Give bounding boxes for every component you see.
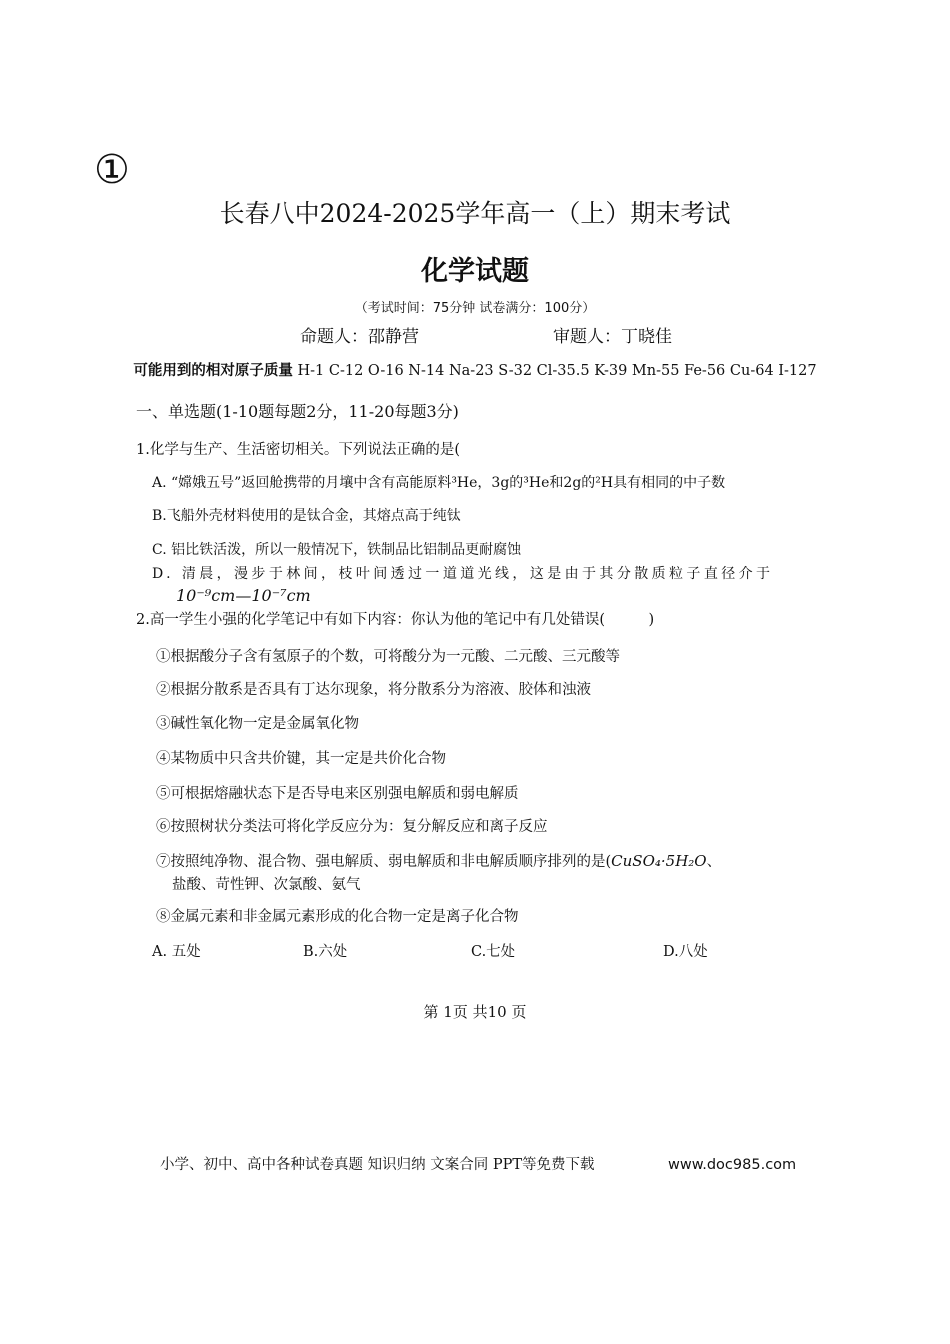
question-1-option-d-range: 10⁻⁹cm—10⁻⁷cm: [176, 586, 311, 605]
question-2-item-7-sep: 、: [706, 854, 722, 870]
question-1-option-c: C. 铝比铁活泼，所以一般情况下，铁制品比铝制品更耐腐蚀: [152, 542, 522, 558]
question-2-item-3: ③碱性氧化物一定是金属氧化物: [156, 716, 359, 732]
question-2-item-7-formula: CuSO₄·5H₂O: [611, 852, 707, 870]
atomic-mass-label: 可能用到的相对原子质量: [133, 363, 293, 379]
atomic-mass-line: [0, 360, 950, 382]
exam-info: （考试时间：75分钟 试卷满分：100分）: [354, 301, 596, 316]
author: 命题人：邵静营: [300, 327, 419, 347]
question-2-choice-a: A. 五处: [152, 944, 201, 960]
page-mark: ①: [94, 147, 130, 193]
page-number: 第 1页 共10 页: [423, 1003, 527, 1021]
school-title: 长春八中2024-2025学年高一（上）期末考试: [219, 199, 731, 228]
question-2-item-6: ⑥按照树状分类法可将化学反应分为：复分解反应和离子反应: [156, 819, 548, 835]
question-2-item-2: ②根据分散系是否具有丁达尔现象，将分散系分为溶液、胶体和浊液: [156, 682, 591, 698]
atomic-mass-values: H-1 C-12 O-16 N-14 Na-23 S-32 Cl-35.5 K-39 Mn-55 Fe-56 Cu-64 I-127: [297, 363, 817, 379]
question-2-item-1: ①根据酸分子含有氢原子的个数，可将酸分为一元酸、二元酸、三元酸等: [156, 649, 620, 665]
reviewer: 审题人：丁晓佳: [553, 327, 672, 347]
subject-title: 化学试题: [421, 256, 529, 287]
question-1-option-d: D. 清晨，漫步于林间，枝叶间透过一道道光线，这是由于其分散质粒子直径介于: [152, 566, 774, 582]
question-2-item-7: [156, 850, 721, 873]
question-1-option-a: A. “嫦娥五号”返回舱携带的月壤中含有高能原料³He，3g的³He和2g的²H具有相同的中子数: [152, 475, 726, 491]
question-1-stem: 1.化学与生产、生活密切相关。下列说法正确的是(: [136, 442, 460, 458]
section-title: 一、单选题(1-10题每题2分，11-20每题3分): [136, 402, 459, 421]
ad-text: 小学、初中、高中各种试卷真题 知识归纳 文案合同 PPT等免费下载: [160, 1157, 595, 1173]
question-1-option-b: B.飞船外壳材料使用的是钛合金，其熔点高于纯钛: [152, 508, 461, 524]
question-2-item-4: ④某物质中只含共价键，其一定是共价化合物: [156, 751, 446, 767]
question-2-item-8: ⑧金属元素和非金属元素形成的化合物一定是离子化合物: [156, 909, 519, 925]
question-2-item-7-line2: 盐酸、苛性钾、次氯酸、氨气: [172, 877, 361, 893]
question-2-choice-c: C.七处: [471, 944, 516, 960]
question-2-item-5: ⑤可根据熔融状态下是否导电来区别强电解质和弱电解质: [156, 786, 519, 802]
question-2-stem: 2.高一学生小强的化学笔记中有如下内容：你认为他的笔记中有几处错误( ): [136, 612, 655, 628]
question-2-item-7-text: ⑦按照纯净物、混合物、强电解质、弱电解质和非电解质顺序排列的是(: [156, 854, 612, 870]
ad-url-link[interactable]: www.doc985.com: [668, 1157, 797, 1173]
question-2-choice-d: D.八处: [663, 944, 708, 960]
question-2-choice-b: B.六处: [303, 944, 348, 960]
